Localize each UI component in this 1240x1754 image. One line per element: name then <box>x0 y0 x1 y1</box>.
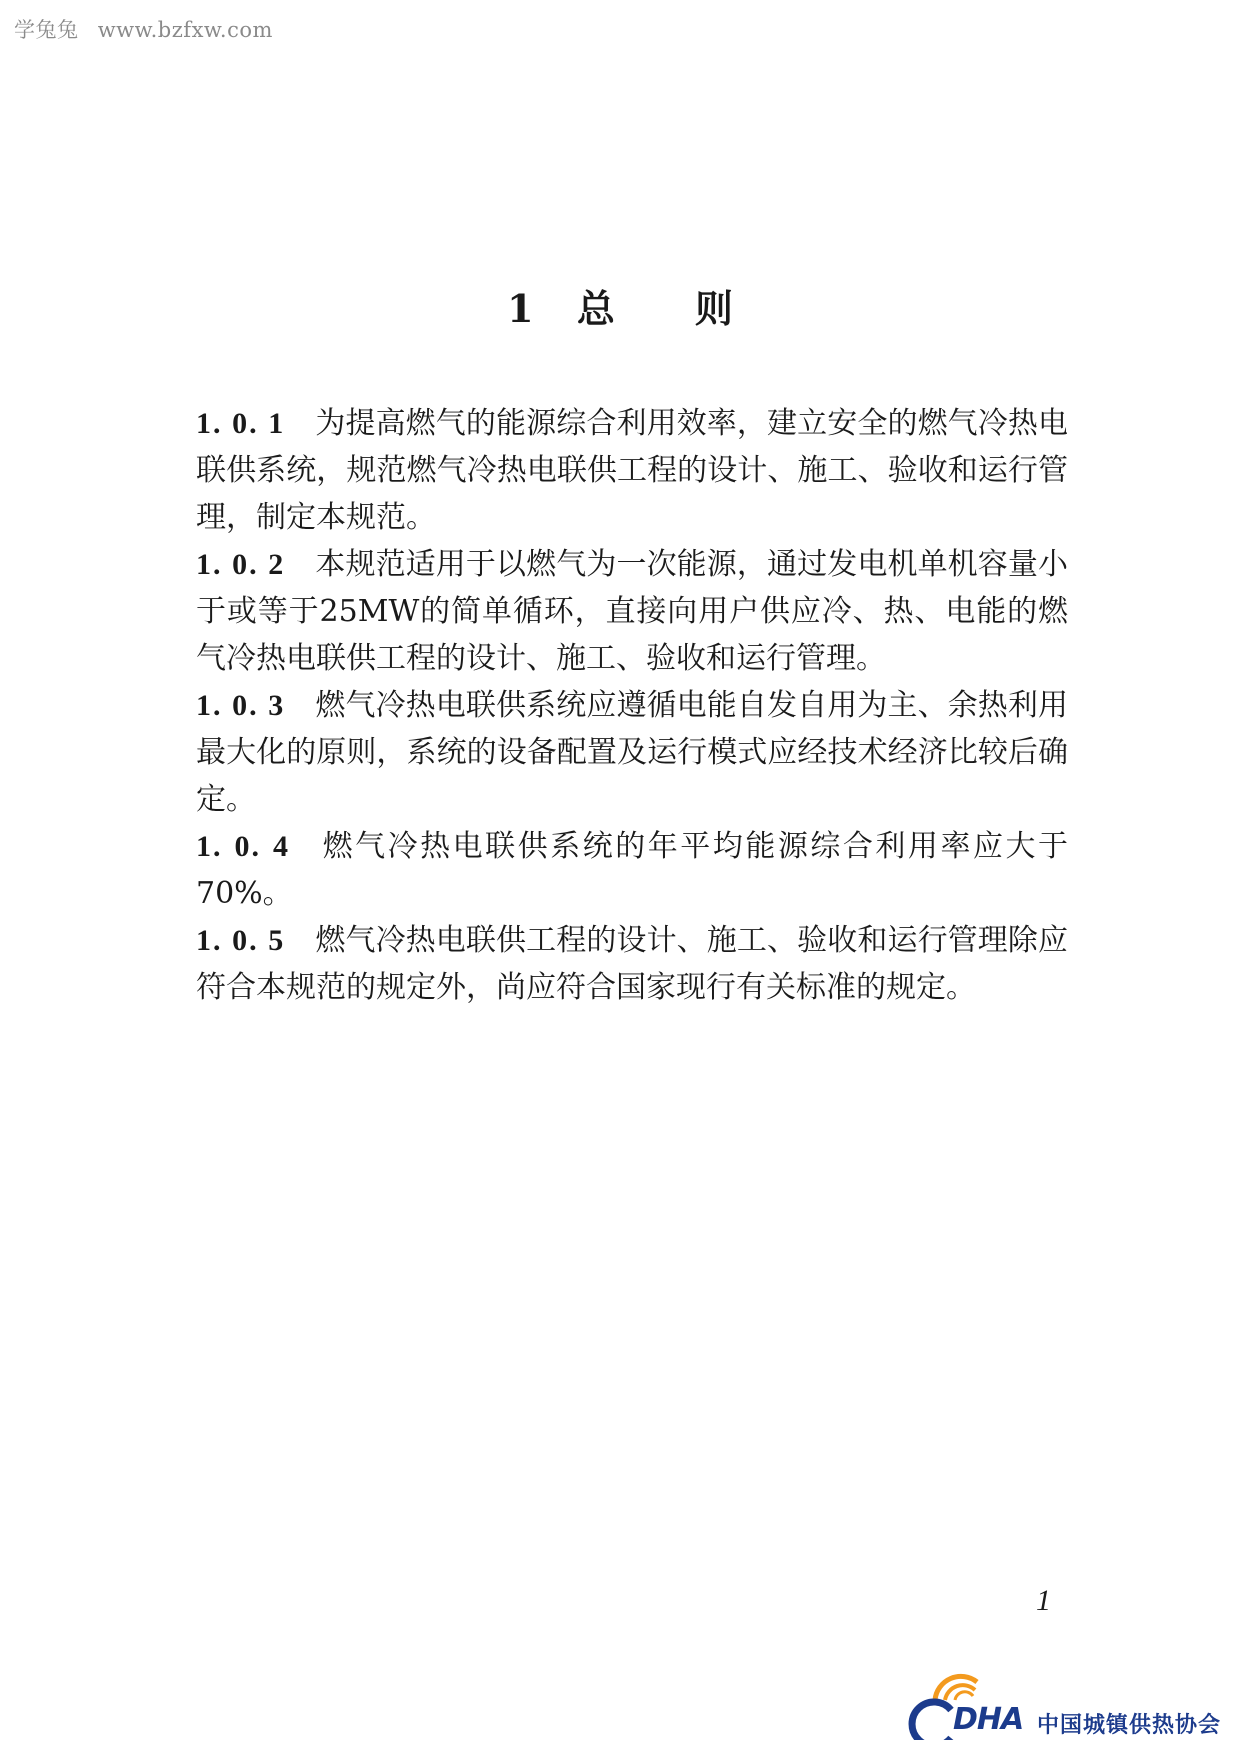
clause-1-0-2 <box>196 541 1068 682</box>
page-number: 1 <box>1036 1584 1051 1617</box>
logo-letters: DHA <box>953 1702 1024 1737</box>
clause-number: 1. 0. 3 <box>196 689 286 722</box>
watermark-site-name: 学兔兔 <box>14 18 79 42</box>
watermark-url: www.bzfxw.com <box>97 18 273 42</box>
logo-arc-inner-icon <box>955 1692 973 1700</box>
clauses-body <box>196 400 1068 1011</box>
clause-1-0-3 <box>196 682 1068 823</box>
clause-number: 1. 0. 5 <box>196 924 286 957</box>
clause-1-0-1 <box>196 400 1068 541</box>
clause-number: 1. 0. 1 <box>196 407 286 440</box>
chapter-number: 1 <box>507 286 534 331</box>
association-logo <box>905 1660 1225 1740</box>
clause-text: 燃气冷热电联供系统的年平均能源综合利用率应大于70%。 <box>196 829 1069 911</box>
clause-text: 为提高燃气的能源综合利用效率，建立安全的燃气冷热电联供系统，规范燃气冷热电联供工程的设计、施工、验收和运行管理，制定本规范。 <box>196 406 1069 535</box>
watermark <box>14 14 273 44</box>
clause-number: 1. 0. 4 <box>196 830 291 863</box>
clause-text: 燃气冷热电联供系统应遵循电能自发自用为主、余热利用最大化的原则，系统的设备配置及运行模式应经技术经济比较后确定。 <box>196 688 1069 817</box>
clause-text: 燃气冷热电联供工程的设计、施工、验收和运行管理除应符合本规范的规定外，尚应符合国家现行有关标准的规定。 <box>196 923 1069 1005</box>
clause-1-0-4 <box>196 823 1068 917</box>
logo-c-arc-icon <box>912 1702 951 1740</box>
organization-name: 中国城镇供热协会 <box>1037 1713 1222 1738</box>
clause-text: 本规范适用于以燃气为一次能源，通过发电机单机容量小于或等于25MW的简单循环，直接向用户供应冷、热、电能的燃气冷热电联供工程的设计、施工、验收和运行管理。 <box>196 547 1069 676</box>
clause-1-0-5 <box>196 917 1068 1011</box>
chapter-title: 总则 <box>576 286 813 331</box>
chapter-heading <box>0 278 1240 333</box>
clause-number: 1. 0. 2 <box>196 548 286 581</box>
